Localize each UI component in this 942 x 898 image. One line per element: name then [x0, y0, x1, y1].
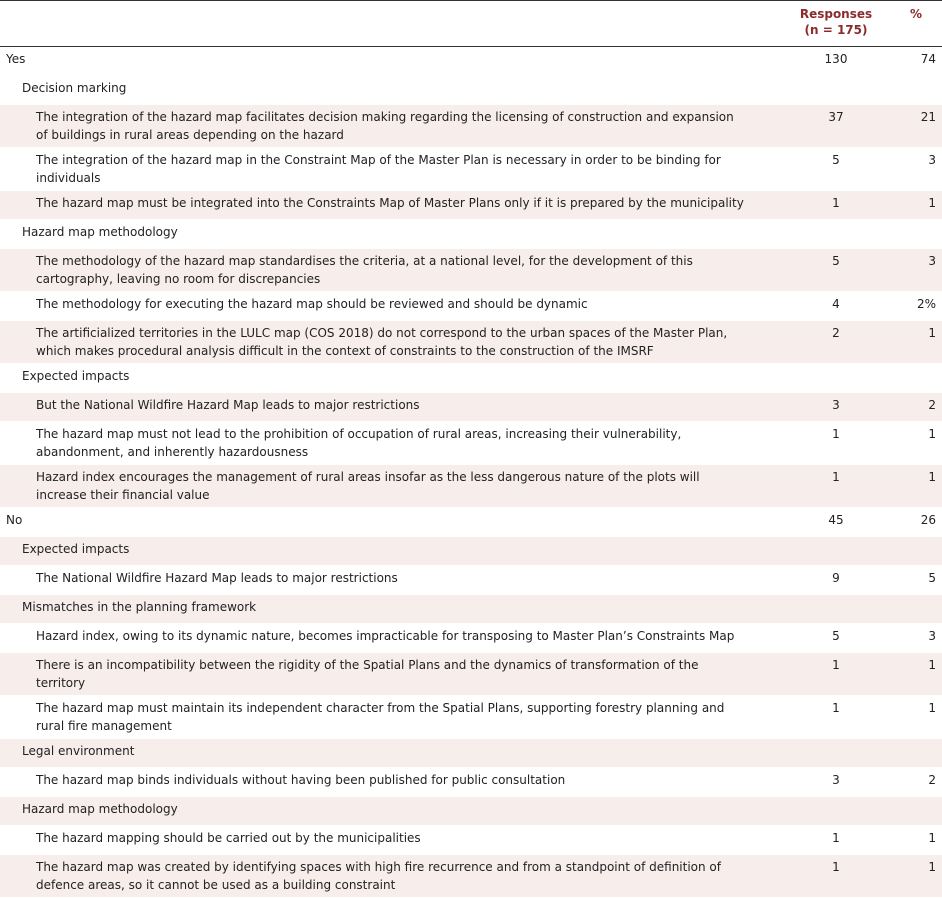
row-label: Hazard index, owing to its dynamic nature, becomes impracticable for transposing to Master Plan’s Constraints Map: [0, 624, 776, 653]
row-responses: 1: [776, 422, 896, 465]
row-responses: [776, 739, 896, 768]
row-percent: 21: [896, 105, 942, 148]
row-label: The methodology for executing the hazard map should be reviewed and should be dynamic: [0, 292, 776, 321]
row-percent: 1: [896, 696, 942, 739]
row-label: The National Wildfire Hazard Map leads to major restrictions: [0, 566, 776, 595]
table-row: [0, 292, 942, 321]
table-row: [0, 696, 942, 739]
row-responses: 5: [776, 249, 896, 292]
row-label: The artificialized territories in the LULC map (COS 2018) do not correspond to the urban spaces of the Master Plan, which makes procedural analysis difficult in the context of constraints to the construction of the IMSRF: [0, 321, 776, 364]
row-label: The methodology of the hazard map standardises the criteria, at a national level, for the development of this cartography, leaving no room for discrepancies: [0, 249, 776, 292]
row-responses: 130: [776, 47, 896, 76]
row-label: No: [0, 508, 776, 537]
table-row: [0, 105, 942, 148]
table-row: [0, 148, 942, 191]
row-percent: 3: [896, 249, 942, 292]
row-percent: 3: [896, 624, 942, 653]
row-label: Hazard index encourages the management of rural areas insofar as the less dangerous nature of the plots will increase their financial value: [0, 465, 776, 508]
row-label: Hazard map methodology: [0, 797, 776, 826]
row-label: Legal environment: [0, 739, 776, 768]
row-label: There is an incompatibility between the rigidity of the Spatial Plans and the dynamics of transformation of the territory: [0, 653, 776, 696]
row-percent: 1: [896, 465, 942, 508]
table-row: [0, 422, 942, 465]
row-responses: 9: [776, 566, 896, 595]
row-responses: [776, 220, 896, 249]
row-percent: 1: [896, 855, 942, 898]
row-percent: [896, 220, 942, 249]
table-row: [0, 653, 942, 696]
group-row: [0, 47, 942, 76]
table-row: [0, 855, 942, 898]
row-label: The hazard map must maintain its independent character from the Spatial Plans, supporting forestry planning and rural fire management: [0, 696, 776, 739]
table-row: [0, 566, 942, 595]
table-row: [0, 393, 942, 422]
row-percent: 1: [896, 321, 942, 364]
row-percent: 1: [896, 653, 942, 696]
row-responses: 45: [776, 508, 896, 537]
category-row: [0, 220, 942, 249]
row-label: The hazard map binds individuals without having been published for public consultation: [0, 768, 776, 797]
row-responses: 1: [776, 191, 896, 220]
row-label: The hazard mapping should be carried out by the municipalities: [0, 826, 776, 855]
row-responses: 5: [776, 148, 896, 191]
row-responses: [776, 797, 896, 826]
row-percent: [896, 364, 942, 393]
row-responses: 1: [776, 826, 896, 855]
category-row: [0, 797, 942, 826]
category-row: [0, 739, 942, 768]
row-responses: 1: [776, 855, 896, 898]
responses-header: [776, 1, 896, 47]
row-responses: 2: [776, 321, 896, 364]
row-percent: 74: [896, 47, 942, 76]
header-label-cell: [0, 1, 776, 47]
category-row: [0, 364, 942, 393]
row-label: The hazard map must be integrated into the Constraints Map of Master Plans only if it is prepared by the municipality: [0, 191, 776, 220]
row-responses: 37: [776, 105, 896, 148]
row-label: Expected impacts: [0, 364, 776, 393]
table-row: [0, 768, 942, 797]
row-percent: 1: [896, 191, 942, 220]
category-row: [0, 76, 942, 105]
row-label: The hazard map was created by identifying spaces with high fire recurrence and from a standpoint of definition of defence areas, so it cannot be used as a building constraint: [0, 855, 776, 898]
table-header-row: [0, 1, 942, 47]
row-responses: [776, 364, 896, 393]
table-row: [0, 191, 942, 220]
row-label: Hazard map methodology: [0, 220, 776, 249]
row-percent: 3: [896, 148, 942, 191]
row-responses: [776, 537, 896, 566]
row-responses: 3: [776, 768, 896, 797]
row-responses: 1: [776, 465, 896, 508]
responses-header-label: Responses: [799, 7, 873, 21]
row-percent: [896, 739, 942, 768]
row-label: But the National Wildfire Hazard Map leads to major restrictions: [0, 393, 776, 422]
row-percent: [896, 537, 942, 566]
table-row: [0, 624, 942, 653]
row-percent: [896, 76, 942, 105]
sample-size-label: (n = 175): [804, 23, 868, 37]
table-row: [0, 249, 942, 292]
table-row: [0, 321, 942, 364]
row-label: Expected impacts: [0, 537, 776, 566]
row-percent: 26: [896, 508, 942, 537]
table-row: [0, 465, 942, 508]
row-responses: 5: [776, 624, 896, 653]
row-responses: 1: [776, 696, 896, 739]
table-row: [0, 826, 942, 855]
row-responses: 3: [776, 393, 896, 422]
row-label: Decision marking: [0, 76, 776, 105]
category-row: [0, 595, 942, 624]
row-label: The hazard map must not lead to the prohibition of occupation of rural areas, increasing their vulnerability, abandonment, and inherently hazardousness: [0, 422, 776, 465]
row-responses: 4: [776, 292, 896, 321]
row-label: Yes: [0, 47, 776, 76]
row-percent: 2: [896, 768, 942, 797]
row-percent: 1: [896, 422, 942, 465]
row-percent: 1: [896, 826, 942, 855]
row-responses: [776, 76, 896, 105]
row-label: The integration of the hazard map in the Constraint Map of the Master Plan is necessary in order to be binding for individuals: [0, 148, 776, 191]
row-label: The integration of the hazard map facilitates decision making regarding the licensing of construction and expansion of buildings in rural areas depending on the hazard: [0, 105, 776, 148]
row-percent: 5: [896, 566, 942, 595]
table-body: [0, 47, 942, 898]
row-responses: 1: [776, 653, 896, 696]
row-label: Mismatches in the planning framework: [0, 595, 776, 624]
group-row: [0, 508, 942, 537]
row-responses: [776, 595, 896, 624]
row-percent: [896, 595, 942, 624]
row-percent: 2%: [896, 292, 942, 321]
row-percent: [896, 797, 942, 826]
percent-header: %: [909, 7, 922, 21]
row-percent: 2: [896, 393, 942, 422]
category-row: [0, 537, 942, 566]
